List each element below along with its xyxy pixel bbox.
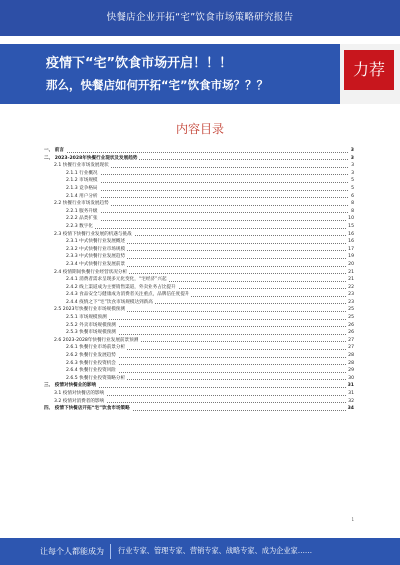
footer-slogan: 让每个人都能成为 — [40, 547, 104, 556]
toc-entry-page: 21 — [348, 269, 354, 275]
toc-entry-text: 2.3 疫情下快餐行业发展的机遇与挑战 — [54, 231, 132, 237]
toc-entry[interactable] — [44, 360, 354, 368]
toc-entry-page: 28 — [348, 353, 354, 359]
toc-entry-page: 16 — [348, 239, 354, 245]
toc-entry[interactable] — [44, 253, 354, 261]
toc-entry[interactable] — [44, 208, 354, 216]
toc-entry-page: 15 — [348, 223, 354, 229]
toc-entry-page: 23 — [348, 292, 354, 298]
toc-entry[interactable] — [44, 291, 354, 299]
toc-leader-dots — [66, 319, 354, 320]
toc-entry[interactable] — [44, 162, 354, 170]
toc-entry-page: 26 — [348, 330, 354, 336]
toc-entry-text: 2.3.1 中式快餐行业发展概述 — [66, 239, 126, 245]
toc-entry[interactable] — [44, 177, 354, 185]
toc-entry-page: 25 — [348, 315, 354, 321]
toc-entry-page: 29 — [348, 368, 354, 374]
banner-subline: 那么，快餐店如何开拓“宅”饮食市场？？？ — [46, 78, 269, 92]
toc-entry[interactable] — [44, 344, 354, 352]
toc-entry-text: 2.6 2023-2028年快餐行业发展前景预测 — [54, 337, 139, 343]
report-header — [0, 0, 400, 36]
toc-entry-text: 2.4 疫情期间快餐行业经营状况分析 — [54, 269, 128, 275]
toc-entry-text: 2.2 快餐行业市场发展趋势 — [54, 201, 109, 207]
toc-entry[interactable] — [44, 299, 354, 307]
toc-entry[interactable] — [44, 337, 354, 345]
toc-entry-page: 34 — [347, 406, 354, 412]
toc-entry[interactable] — [44, 223, 354, 231]
toc-title: 内容目录 — [175, 122, 224, 136]
toc-entry-page: 17 — [348, 246, 354, 252]
toc-leader-dots — [66, 197, 354, 198]
toc-entry-page: 10 — [348, 216, 354, 222]
footer-roles: 行业专家、管理专家、营销专家、战略专家、成为企业家…… — [118, 546, 313, 555]
toc-entry-text: 2.4.3 食品安全与健康成为消费者关注重点，品牌信任度提升 — [66, 292, 190, 298]
toc-entry-text: 2.1.2 市场规模 — [66, 178, 98, 184]
toc-entry-text: 2.4.4 疫情之下“宅”饮食市场规模达到新高 — [66, 299, 153, 305]
toc-entry-text: 3.2 疫情对消费者的影响 — [54, 398, 105, 404]
toc-entry-page: 28 — [348, 360, 354, 366]
toc-entry[interactable] — [44, 170, 354, 178]
toc-leader-dots — [44, 152, 354, 153]
toc-entry[interactable] — [44, 367, 354, 375]
toc-entry-page: 3 — [351, 170, 354, 176]
toc-entry[interactable] — [44, 398, 354, 406]
toc-entry[interactable] — [44, 322, 354, 330]
toc-entry[interactable] — [44, 329, 354, 337]
toc-entry-text: 2.6.5 快餐行业投资策略分析 — [66, 375, 126, 381]
toc-leader-dots — [66, 174, 354, 175]
toc-entry-page: 21 — [348, 277, 354, 283]
promo-banner — [0, 44, 400, 104]
toc-entry[interactable] — [44, 238, 354, 246]
toc-entry[interactable] — [44, 382, 354, 390]
toc-leader-dots — [66, 220, 354, 221]
table-of-contents — [44, 147, 354, 413]
toc-entry[interactable] — [44, 390, 354, 398]
toc-entry[interactable] — [44, 193, 354, 201]
toc-entry[interactable] — [44, 200, 354, 208]
toc-entry-page: 27 — [348, 345, 354, 351]
toc-entry-text: 2.5 2023年快餐行业市场规模预测 — [54, 307, 125, 313]
toc-entry[interactable] — [44, 155, 354, 163]
toc-entry-text: 2.3.3 中式快餐行业发展趋势 — [66, 254, 126, 260]
toc-entry-page: 6 — [351, 193, 354, 199]
toc-entry[interactable] — [44, 314, 354, 322]
toc-entry-page: 23 — [348, 299, 354, 305]
toc-entry-page: 20 — [348, 261, 354, 267]
toc-leader-dots — [66, 182, 354, 183]
toc-entry[interactable] — [44, 215, 354, 223]
toc-entry[interactable] — [44, 284, 354, 292]
toc-entry-page: 16 — [348, 231, 354, 237]
toc-entry-page: 5 — [351, 185, 354, 191]
toc-entry-page: 27 — [348, 337, 354, 343]
footer-bar — [0, 538, 400, 565]
banner-headline: 疫情下“宅”饮食市场开启！！！ — [46, 56, 233, 71]
toc-leader-dots — [66, 190, 354, 191]
toc-entry[interactable] — [44, 352, 354, 360]
toc-entry-text: 2.4.1 消费者需求呈现多元化变化，“宅经济”兴起 — [66, 277, 167, 283]
toc-entry-page: 8 — [351, 201, 354, 207]
toc-entry-text: 2.6.4 快餐行业投资风险 — [66, 368, 116, 374]
toc-entry-page: 3 — [351, 163, 354, 169]
toc-entry-text: 一、 前言 — [44, 148, 64, 153]
toc-entry-page: 30 — [348, 375, 354, 381]
toc-entry-page: 19 — [348, 254, 354, 260]
toc-entry-text: 2.1.3 竞争格局 — [66, 185, 98, 191]
toc-entry-text: 2.1.1 行业概况 — [66, 170, 98, 176]
toc-entry-text: 2.4.2 线上渠道成为主要销售渠道，外卖业务占比提升 — [66, 284, 176, 290]
toc-entry-text: 2.3.2 中式快餐行业市场规模 — [66, 246, 126, 252]
toc-entry-text: 2.5.2 外卖市场规模预测 — [66, 322, 116, 328]
toc-entry-page: 26 — [348, 322, 354, 328]
toc-entry-text: 2.6.1 快餐行业市场前景分析 — [66, 345, 126, 351]
toc-entry-page: 8 — [351, 208, 354, 214]
toc-entry-text: 2.2.1 服务升级 — [66, 208, 98, 214]
toc-leader-dots — [66, 212, 354, 213]
toc-entry[interactable] — [44, 246, 354, 254]
toc-entry-text: 2.6.2 快餐行业发展趋势 — [66, 353, 116, 359]
toc-entry-page: 25 — [348, 307, 354, 313]
toc-entry-text: 四、 疫情下快餐店开拓“宅”饮食市场策略 — [44, 406, 130, 412]
toc-entry-text: 三、 疫情对快餐业的影响 — [44, 383, 97, 389]
toc-entry-text: 2.1.4 用户分析 — [66, 193, 98, 199]
toc-entry-page: 5 — [351, 178, 354, 184]
toc-entry[interactable] — [44, 231, 354, 239]
toc-entry-text: 2.6.3 快餐行业投资机会 — [66, 360, 116, 366]
toc-entry-page: 3 — [350, 155, 354, 161]
toc-entry[interactable] — [44, 405, 354, 413]
toc-leader-dots — [66, 228, 354, 229]
toc-entry[interactable] — [44, 269, 354, 277]
toc-entry-text: 3.1 疫情对快餐店的影响 — [54, 391, 105, 396]
footer-divider — [110, 544, 111, 559]
toc-entry-text: 2.5.3 快餐市场规模预测 — [66, 330, 116, 336]
toc-entry-page: 22 — [348, 284, 354, 290]
toc-entry-page: 32 — [348, 398, 354, 404]
toc-entry[interactable] — [44, 147, 354, 155]
toc-entry-page: 31 — [348, 391, 354, 396]
page-marker: 1 — [351, 517, 354, 522]
toc-entry-page: 31 — [347, 383, 354, 389]
toc-entry[interactable] — [44, 375, 354, 383]
toc-entry-text: 二、 2023-2028年快餐行业现状及发展趋势 — [44, 155, 138, 161]
toc-entry-page: 3 — [350, 148, 354, 153]
toc-entry[interactable] — [44, 276, 354, 284]
toc-entry[interactable] — [44, 306, 354, 314]
toc-entry[interactable] — [44, 185, 354, 193]
toc-entry-text: 2.5.1 市场规模预测 — [66, 315, 107, 321]
toc-entry-text: 2.1 快餐行业市场发展现状 — [54, 163, 109, 169]
recommend-badge: 力荐 — [344, 50, 394, 90]
toc-entry-text: 2.3.4 中式快餐行业发展前景 — [66, 261, 126, 267]
toc-entry-text: 2.2.3 数字化 — [66, 223, 93, 229]
toc-entry-text: 2.2.2 品类扩张 — [66, 216, 98, 222]
toc-entry[interactable] — [44, 261, 354, 269]
report-title: 快餐店企业开拓“宅”饮食市场策略研究报告 — [106, 12, 294, 23]
